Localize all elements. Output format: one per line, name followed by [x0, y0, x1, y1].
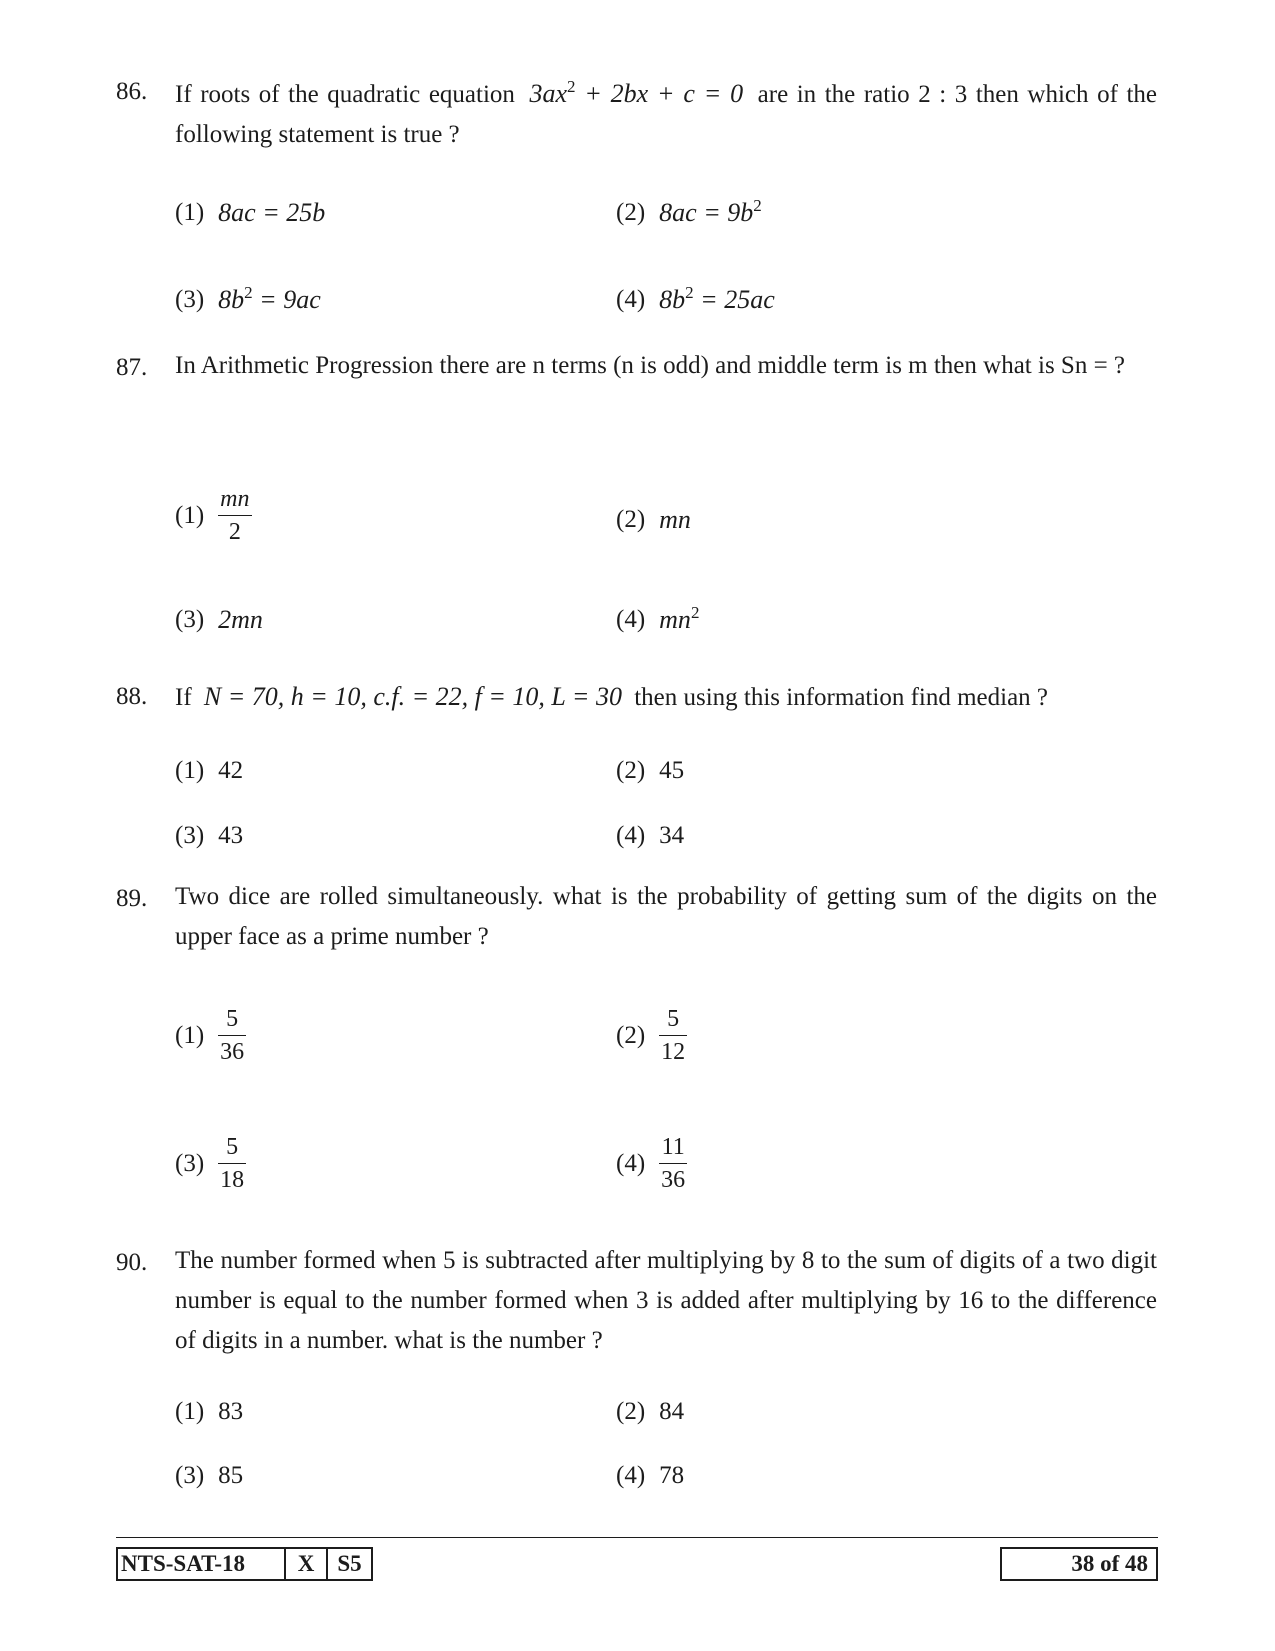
footer-code: NTS-SAT-18	[121, 1551, 245, 1576]
option-label: (2)	[616, 1398, 646, 1426]
option-value: 8ac = 25b	[218, 198, 326, 228]
question-text-before: If	[175, 684, 192, 711]
option-label: (3)	[175, 1462, 205, 1490]
question-text	[175, 74, 1157, 155]
option-label: (1)	[175, 1022, 205, 1049]
option-label: (3)	[175, 606, 205, 634]
footer-divider	[116, 1537, 1158, 1538]
option-label: (4)	[616, 286, 646, 314]
option-89-1[interactable]	[175, 1006, 246, 1066]
fraction-denominator: 2	[218, 515, 251, 546]
option-value: 83	[218, 1398, 244, 1426]
fraction-denominator: 36	[659, 1163, 687, 1194]
question-text	[175, 677, 1157, 718]
option-label: (1)	[175, 502, 205, 529]
question-number: 87.	[116, 354, 148, 381]
option-86-2[interactable]	[616, 198, 762, 228]
question-equation: $3ax^2 + 2bx + c = 0$	[529, 77, 744, 108]
question-text: The number formed when 5 is subtracted after multiplying by 8 to the sum of digits of a two digit number is equal to the number formed when 3 is added after multiplying by 16 to the difference of digits in a number. what is the number ?	[175, 1247, 1157, 1354]
option-90-2[interactable]	[616, 1397, 684, 1426]
fraction-numerator: 5	[226, 1134, 239, 1160]
question-text: In Arithmetic Progression there are n terms (n is odd) and middle term is m then what is Sn = ?	[175, 352, 1126, 379]
option-90-1[interactable]	[175, 1397, 243, 1426]
footer-class: X	[284, 1549, 326, 1579]
option-value: 43	[218, 822, 244, 850]
option-fraction	[659, 1006, 687, 1066]
option-label: (3)	[175, 286, 205, 314]
question-number: 90.	[116, 1249, 148, 1276]
question-text-before: If roots of the quadratic equation	[175, 81, 515, 108]
option-label: (3)	[175, 822, 205, 850]
fraction-numerator: 5	[226, 1006, 239, 1032]
page-number: 38 of 48	[1071, 1551, 1148, 1576]
option-fraction	[218, 1134, 246, 1194]
footer-code-box	[116, 1547, 373, 1581]
option-fraction	[659, 1134, 687, 1194]
fraction-numerator: mn	[220, 486, 250, 512]
option-label: (2)	[616, 757, 646, 785]
option-label: (4)	[616, 1462, 646, 1490]
question-number: 86.	[116, 78, 148, 105]
option-88-4[interactable]	[616, 821, 684, 850]
option-label: (1)	[175, 757, 205, 785]
option-86-3[interactable]	[175, 285, 321, 315]
option-value: $mn^2$	[659, 603, 700, 635]
option-87-2[interactable]	[616, 505, 691, 535]
option-87-4[interactable]	[616, 605, 699, 635]
option-88-3[interactable]	[175, 821, 243, 850]
footer-set: S5	[326, 1549, 371, 1579]
question-text-after: are in the ratio 2 : 3 then which of the following statement is true ?	[175, 81, 1158, 148]
option-value: 42	[218, 757, 244, 785]
option-89-2[interactable]	[616, 1006, 687, 1066]
option-86-4[interactable]	[616, 285, 775, 315]
option-value: 34	[659, 822, 685, 850]
option-value: $8b^2 = 9ac$	[218, 283, 321, 315]
option-89-4[interactable]	[616, 1134, 687, 1194]
option-label: (2)	[616, 199, 646, 227]
option-label: (2)	[616, 506, 646, 534]
option-label: (4)	[616, 822, 646, 850]
fraction-numerator: 11	[661, 1134, 685, 1160]
fraction-denominator: 18	[218, 1163, 246, 1194]
question-text-after: then using this information find median ?	[634, 684, 1049, 711]
question-text: Two dice are rolled simultaneously. what is the probability of getting sum of the digits on the upper face as a prime number ?	[175, 883, 1157, 950]
option-89-3[interactable]	[175, 1134, 246, 1194]
question-number: 89.	[116, 885, 148, 912]
option-value: 84	[659, 1398, 685, 1426]
fraction-numerator: 5	[667, 1006, 680, 1032]
option-88-1[interactable]	[175, 756, 243, 785]
option-fraction	[218, 486, 251, 546]
option-value: 2mn	[218, 605, 263, 635]
fraction-denominator: 12	[659, 1035, 687, 1066]
option-90-3[interactable]	[175, 1461, 243, 1490]
option-value: 85	[218, 1462, 244, 1490]
question-equation: N = 70, h = 10, c.f. = 22, f = 10, L = 30	[203, 682, 622, 711]
option-90-4[interactable]	[616, 1461, 684, 1490]
option-label: (2)	[616, 1022, 646, 1049]
question-number: 88.	[116, 683, 148, 710]
footer-page-box	[1000, 1547, 1158, 1581]
option-value: 78	[659, 1462, 685, 1490]
option-value: mn	[659, 505, 691, 535]
option-label: (1)	[175, 199, 205, 227]
option-88-2[interactable]	[616, 756, 684, 785]
option-value: 45	[659, 757, 685, 785]
option-label: (3)	[175, 1150, 205, 1177]
option-value: $8b^2 = 25ac$	[659, 283, 775, 315]
fraction-denominator: 36	[218, 1035, 246, 1066]
option-label: (1)	[175, 1398, 205, 1426]
option-fraction	[218, 1006, 246, 1066]
option-label: (4)	[616, 1150, 646, 1177]
option-87-1[interactable]	[175, 486, 252, 546]
option-87-3[interactable]	[175, 605, 263, 635]
option-label: (4)	[616, 606, 646, 634]
option-value: $8ac = 9b^2$	[659, 196, 762, 228]
option-86-1[interactable]	[175, 198, 325, 228]
